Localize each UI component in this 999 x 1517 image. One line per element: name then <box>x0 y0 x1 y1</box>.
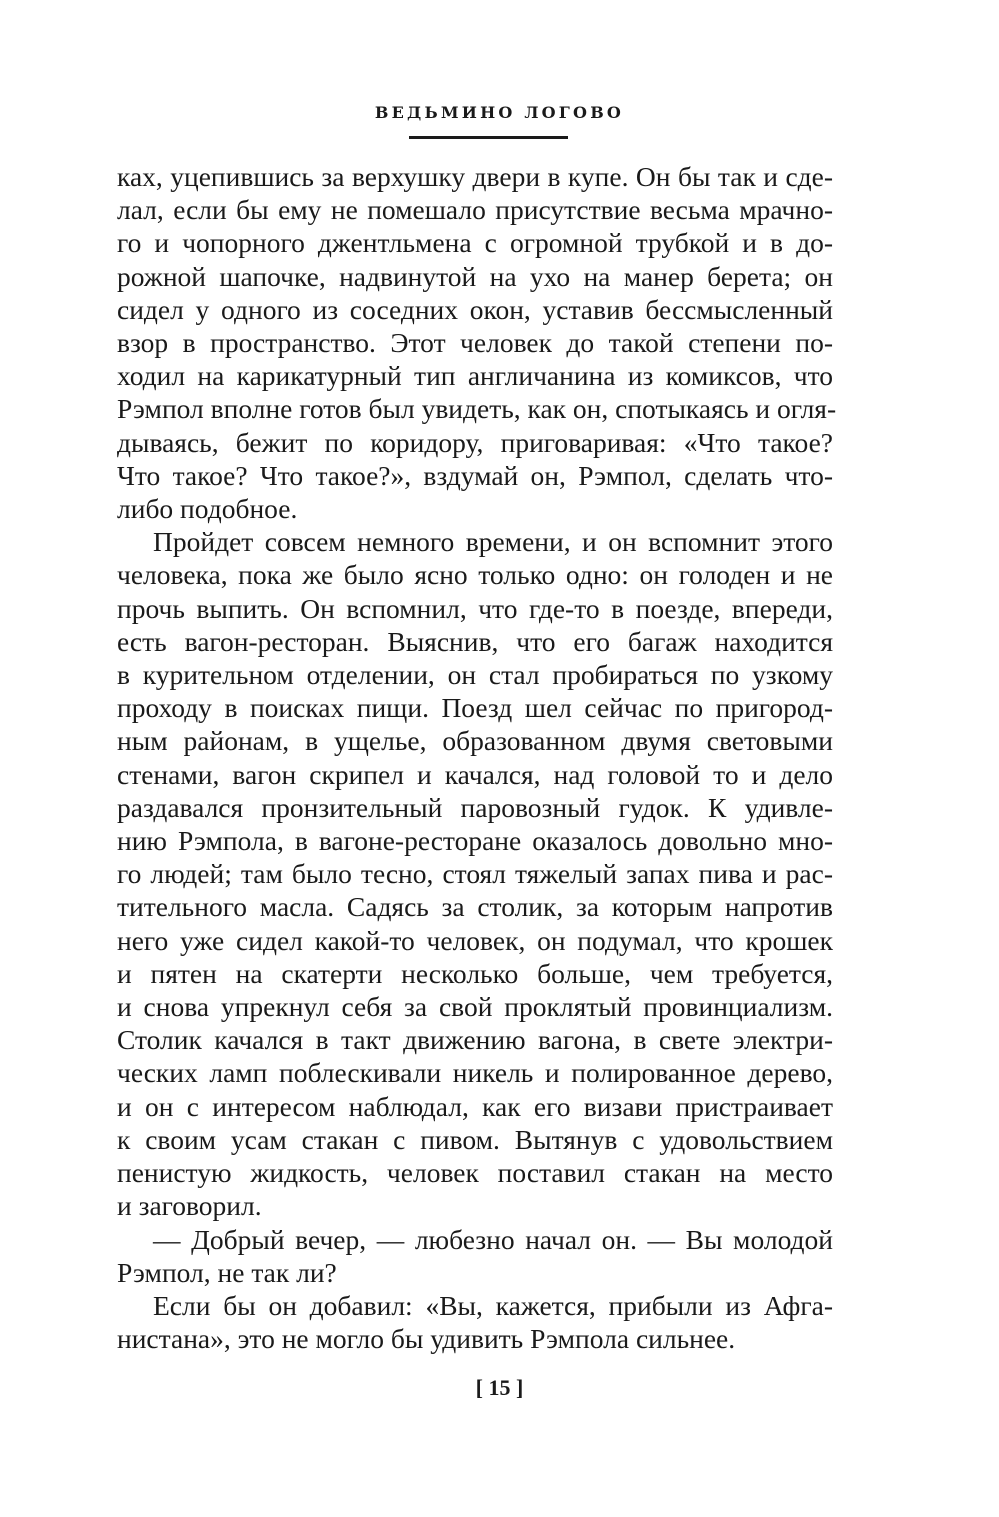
text-line: стенами, вагон скрипел и качался, над головой то и дело <box>117 758 833 790</box>
text-line: Столик качался в такт движению вагона, в свете электри- <box>117 1024 833 1056</box>
text-line: сидел у одного из соседних окон, уставив бессмысленный <box>117 293 833 325</box>
text-line: раздавался пронзительный паровозный гудок. К удивле- <box>117 791 833 823</box>
text-line: к своим усам стакан с пивом. Вытянув с удовольствием <box>117 1123 833 1155</box>
text-line: рожной шапочке, надвинутой на ухо на манер берета; он <box>117 260 833 292</box>
text-line: дываясь, бежит по коридору, приговаривая: «Что такое? <box>117 426 833 458</box>
text-line: человека, пока же было ясно только одно: он голоден и не <box>117 559 833 591</box>
text-line: — Добрый вечер, — любезно начал он. — Вы молодой <box>153 1223 833 1255</box>
running-head: ВЕДЬМИНО ЛОГОВО <box>374 103 625 122</box>
paragraph <box>117 160 837 525</box>
text-line: Рэмпол вполне готов был увидеть, как он, спотыкаясь и огля- <box>117 393 837 425</box>
text-line: Что такое? Что такое?», вздумай он, Рэмпол, сделать что- <box>117 459 833 491</box>
text-line: тительного масла. Садясь за столик, за которым напротив <box>117 891 833 923</box>
text-line: в курительном отделении, он стал пробираться по узкому <box>117 659 833 691</box>
text-line: и он с интересом наблюдал, как его визави пристраивает <box>117 1090 833 1122</box>
text-line: него уже сидел какой-то человек, он подумал, что крошек <box>117 924 833 956</box>
text-line: Пройдет совсем немного времени, и он вспомнит этого <box>153 526 833 558</box>
text-line: проходу в поисках пищи. Поезд шел сейчас по пригород- <box>117 692 833 724</box>
text-line: прочь выпить. Он вспомнил, что где-то в поезде, впереди, <box>117 592 833 624</box>
text-line: и снова упрекнул себя за свой проклятый провинциализм. <box>117 991 833 1023</box>
text-line: го и чопорного джентльмена с огромной трубкой и в до- <box>117 227 833 259</box>
text-line: ках, уцепившись за верхушку двери в купе. Он бы так и сде- <box>117 161 833 192</box>
text-line: либо подобное. <box>117 493 298 525</box>
text-line: нию Рэмпола, в вагоне-ресторане оказалось довольно мно- <box>117 825 833 857</box>
text-line: ходил на карикатурный тип англичанина из комиксов, что <box>117 360 833 392</box>
paragraph <box>117 525 833 1222</box>
text-line: лал, если бы ему не помешало присутствие весьма мрачно- <box>117 194 833 226</box>
text-line: взор в пространство. Этот человек до такой степени по- <box>117 327 833 359</box>
text-line: есть вагон-ресторан. Выяснив, что его багаж находится <box>117 625 833 657</box>
paragraph <box>117 1223 833 1289</box>
text-line: и пятен на скатерти несколько больше, чем требуется, <box>117 957 833 989</box>
text-line: го людей; там было тесно, стоял тяжелый запах пива и рас- <box>117 858 833 890</box>
text-line: и заговорил. <box>117 1190 262 1222</box>
text-line: ным районам, в ущелье, образованном двумя световыми <box>117 725 833 757</box>
text-line: ческих ламп поблескивали никель и полированное дерево, <box>117 1057 833 1089</box>
page-number: [ 15 ] <box>475 1375 524 1400</box>
text-line: Если бы он добавил: «Вы, кажется, прибыли из Афга- <box>153 1289 833 1321</box>
text-line: пенистую жидкость, человек поставил стакан на место <box>117 1157 833 1189</box>
running-head-rule <box>409 136 568 139</box>
text-line: нистана», это не могло бы удивить Рэмпола сильнее. <box>117 1323 736 1355</box>
text-line: Рэмпол, не так ли? <box>117 1256 337 1288</box>
paragraph <box>117 1289 833 1355</box>
body-text <box>117 160 837 1355</box>
